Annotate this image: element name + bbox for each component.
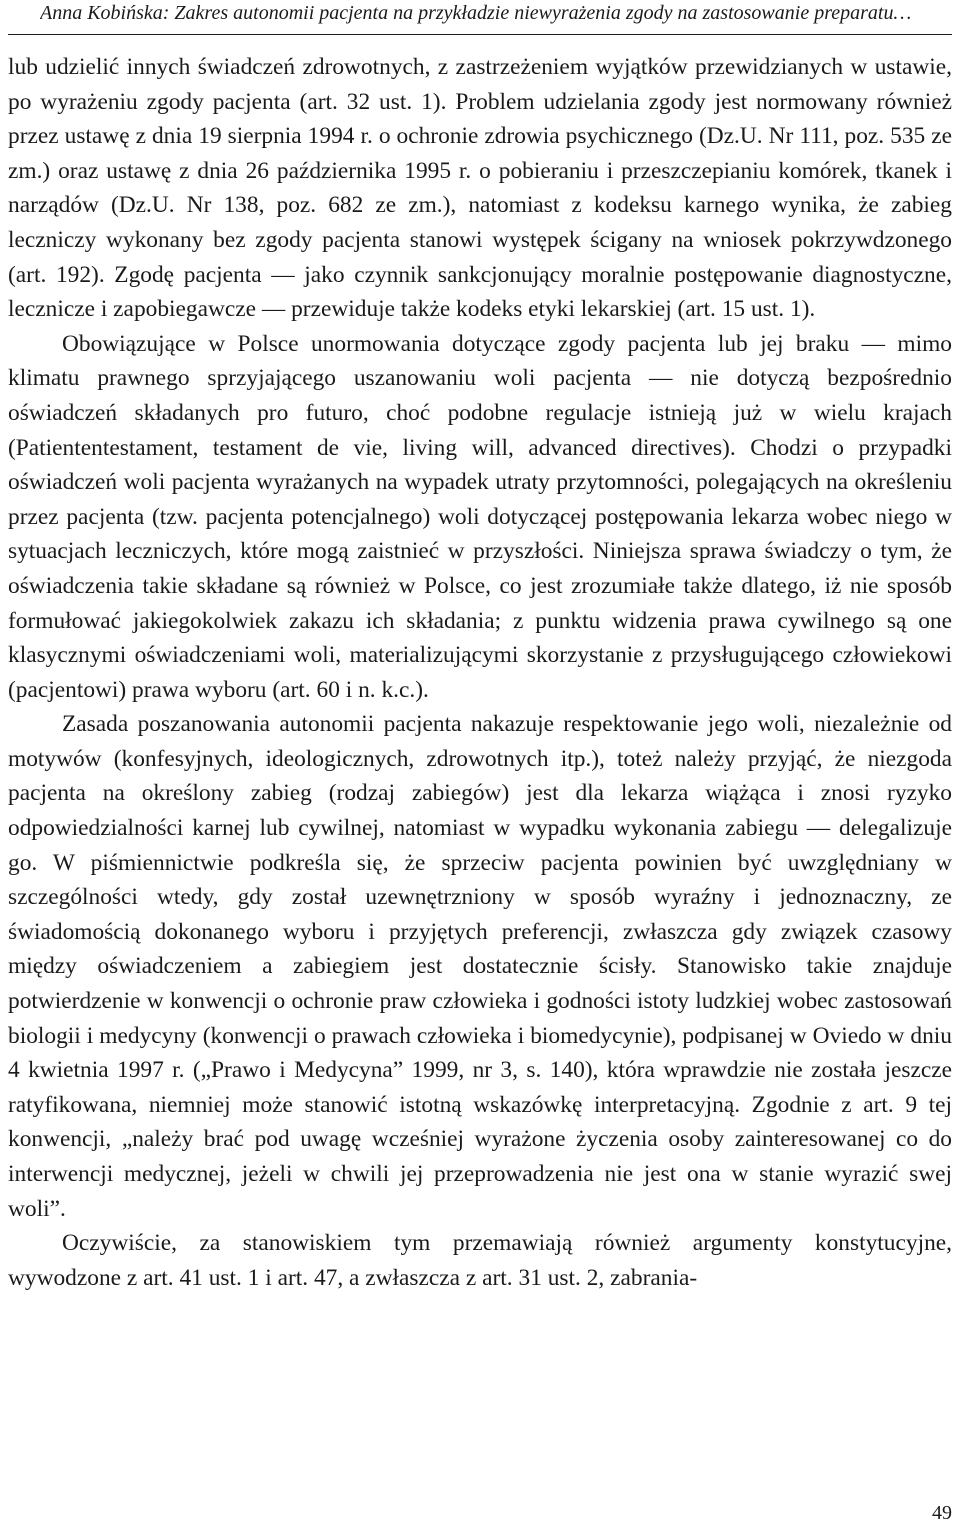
running-head: Anna Kobińska: Zakres autonomii pacjenta na przykładzie niewyrażenia zgody na zastosowanie preparatu…	[40, 2, 912, 24]
body-text	[8, 50, 952, 1295]
paragraph-1: lub udzielić innych świadczeń zdrowotnych, z zastrzeżeniem wyjątków przewidzianych w ustawie, po wyrażeniu zgody pacjenta (art. 32 ust. 1). Problem udzielania zgody jest normowany również przez ustawę z dnia 19 sierpnia 1994 r. o ochronie zdrowia psychicznego (Dz.U. Nr 111, poz. 535 ze zm.) oraz ustawę z dnia 26 października 1995 r. o pobieraniu i przeszczepianiu komórek, tkanek i narządów (Dz.U. Nr 138, poz. 682 ze zm.), natomiast z kodeksu karnego wynika, że zabieg leczniczy wykonany bez zgody pacjenta stanowi występek ścigany na wniosek pokrzywdzonego (art. 192). Zgodę pacjenta — jako czynnik sankcjonujący moralnie postępowanie diagnostyczne, lecznicze i zapobiegawcze — przewiduje także kodeks etyki lekarskiej (art. 15 ust. 1).	[8, 54, 952, 323]
paragraph-2: Obowiązujące w Polsce unormowania dotyczące zgody pacjenta lub jej braku — mimo klimatu prawnego sprzyjającego uszanowaniu woli pacjenta — nie dotyczą bezpośrednio oświadczeń składanych pro futuro, choć podobne regulacje istnieją już w wielu krajach (Patiententestament, testament de vie, living will, advanced directives). Chodzi o przypadki oświadczeń woli pacjenta wyrażanych na wypadek utraty przytomności, polegających na określeniu przez pacjenta (tzw. pacjenta potencjalnego) woli dotyczącej postępowania lekarza wobec niego w sytuacjach leczniczych, które mogą zaistnieć w przyszłości. Niniejsza sprawa świadczy o tym, że oświadczenia takie składane są również w Polsce, co jest zrozumiałe także dlatego, iż nie sposób formułować jakiegokolwiek zakazu ich składania; z punktu widzenia prawa cywilnego są one klasycznymi oświadczeniami woli, materializującymi skorzystanie z przysługującego człowiekowi (pacjentowi) prawa wyboru (art. 60 i n. k.c.).	[8, 330, 952, 703]
header-rule	[8, 34, 952, 35]
page-number: 49	[932, 1502, 952, 1524]
paragraph-4: Oczywiście, za stanowiskiem tym przemawiają również argumenty konstytucyjne, wywodzone z art. 41 ust. 1 i art. 47, a zwłaszcza z art. 31 ust. 2, zabrania-	[8, 1230, 952, 1291]
paragraph-3: Zasada poszanowania autonomii pacjenta nakazuje respektowanie jego woli, niezależnie od motywów (konfesyjnych, ideologicznych, zdrowotnych itp.), toteż należy przyjąć, że niezgoda pacjenta na określony zabieg (rodzaj zabiegów) jest dla lekarza wiążąca i znosi ryzyko odpowiedzialności karnej lub cywilnej, natomiast w wypadku wykonania zabiegu — delegalizuje go. W piśmiennictwie podkreśla się, że sprzeciw pacjenta powinien być uwzględniany w szczególności wtedy, gdy został uzewnętrzniony w sposób wyraźny i jednoznaczny, ze świadomością dokonanego wyboru i przyjętych preferencji, zwłaszcza gdy związek czasowy między oświadczeniem a zabiegiem jest dostatecznie ścisły. Stanowisko takie znajduje potwierdzenie w konwencji o ochronie praw człowieka i godności istoty ludzkiej wobec zastosowań biologii i medycyny (konwencji o prawach człowieka i biomedycynie), podpisanej w Oviedo w dniu 4 kwietnia 1997 r. („Prawo i Medycyna” 1999, nr 3, s. 140), która wprawdzie nie została jeszcze ratyfikowana, niemniej może stanowić istotną wskazówkę interpretacyjną. Zgodnie z art. 9 tej konwencji, „należy brać pod uwagę wcześniej wyrażone życzenia osoby zainteresowanej co do interwencji medycznej, jeżeli w chwili jej przeprowadzenia nie jest ona w stanie wyrazić swej woli”.	[8, 711, 952, 1222]
